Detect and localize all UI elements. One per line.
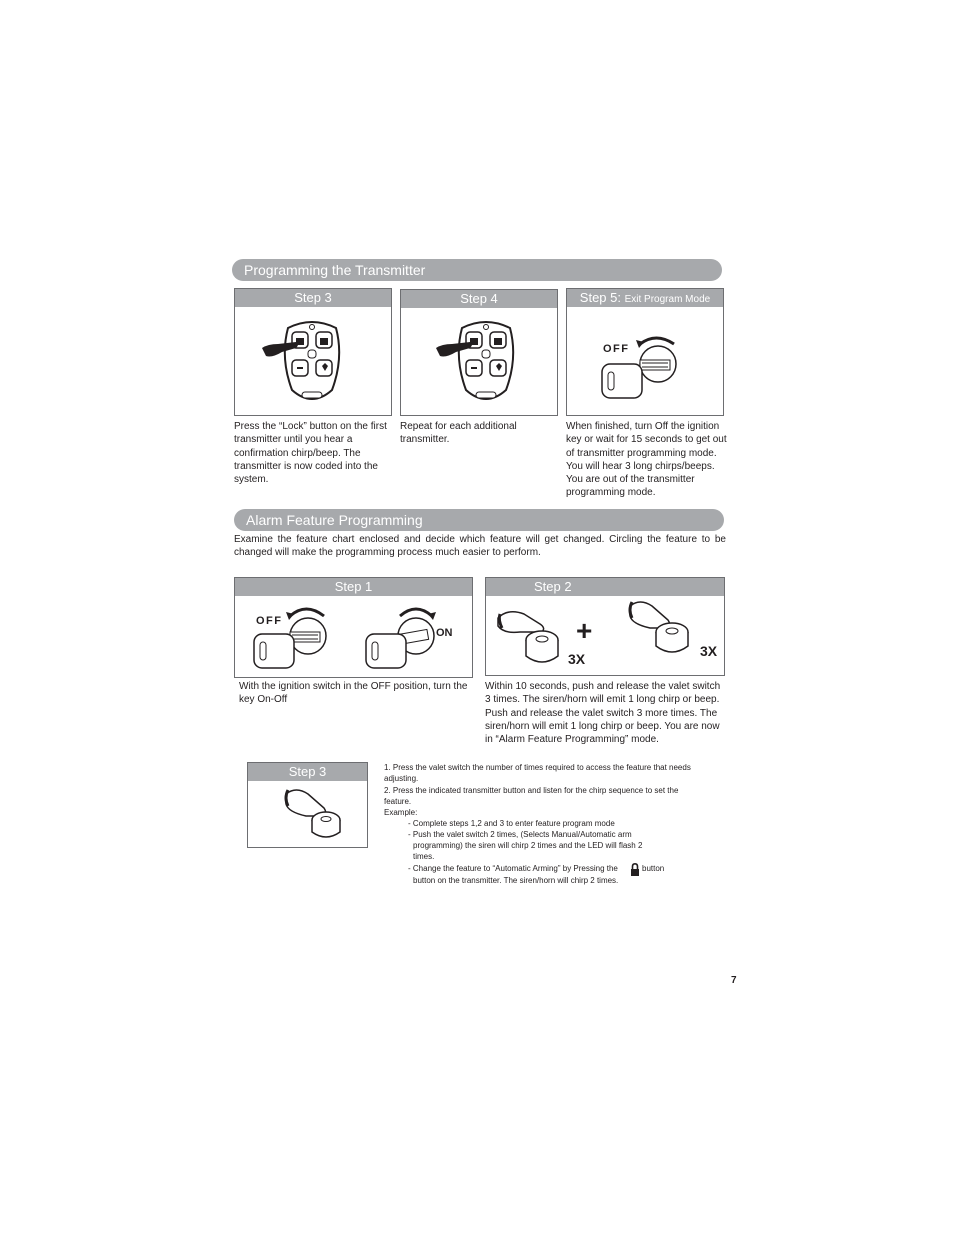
svg-text:3X: 3X — [568, 651, 586, 667]
step1-description: With the ignition switch in the OFF position, turn the key On-Off — [239, 681, 468, 706]
feature-instruction-2: 2. Press the indicated transmitter button and listen for the chirp sequence to set the feature. — [384, 786, 679, 807]
keyfob-press-lock-illustration — [262, 318, 362, 410]
section-header-programming-transmitter: Programming the Transmitter — [232, 259, 722, 281]
example-bullet-3-button-word: button — [642, 864, 665, 873]
svg-text:+: + — [576, 615, 593, 646]
section-header-alarm-feature: Alarm Feature Programming — [234, 509, 724, 531]
step4-description: Repeat for each additional transmitter. — [400, 421, 517, 446]
step2-description: Within 10 seconds, push and release the valet switch 3 times. The siren/horn will emit 1 long chirp or beep. Push and release the valet switch 3 more times. The siren/horn will emit 1 long chirp or beep. You are now in “Alarm Feature Programming” mode. — [485, 681, 721, 746]
step5-header — [567, 289, 723, 307]
step5-label: Step 5: — [579, 290, 621, 305]
example-bullet-2: - Push the valet switch 2 times, (Selects Manual/Automatic arm programming) the siren will chirp 2 times and the LED will flash 2 times. — [408, 830, 643, 862]
step5-sublabel: Exit Program Mode — [624, 294, 711, 305]
example-bullet-3a: - Change the feature to “Automatic Arming” by Pressing the — [408, 864, 618, 873]
ignition-key-off-illustration — [596, 330, 686, 404]
page-number: 7 — [731, 975, 737, 986]
alarm-intro-text: Examine the feature chart enclosed and decide which feature will get changed. Circling the feature to be changed will make the programming process much easier to perform. — [234, 534, 726, 559]
step3-description: Press the “Lock” button on the first transmitter until you hear a confirmation chirp/beep. The transmitter is now coded into the system. — [234, 421, 387, 486]
example-label: Example: — [384, 808, 418, 817]
svg-text:3X: 3X — [700, 643, 718, 659]
valet-switch-step3-illustration — [278, 786, 348, 842]
step3-feature-header: Step 3 — [248, 763, 367, 781]
ignition-key-off-on-illustration — [250, 602, 460, 674]
step5-description: When finished, turn Off the ignition key or wait for 15 seconds to get out of transmitter programming mode. You will hear 3 long chirps/beeps. You are out of the transmitter programming mode. — [566, 421, 727, 499]
example-bullet-3b: button on the transmitter. The siren/horn will chirp 2 times. — [413, 876, 619, 885]
svg-text:OFF: OFF — [603, 343, 630, 355]
svg-text:OFF: OFF — [256, 615, 283, 627]
svg-text:ON: ON — [436, 627, 453, 639]
feature-instruction-1: 1. Press the valet switch the number of times required to access the feature that needs adjusting. — [384, 763, 691, 784]
step3-header: Step 3 — [235, 289, 391, 307]
step1-header: Step 1 — [235, 578, 472, 596]
example-bullet-1: - Complete steps 1,2 and 3 to enter feature program mode — [408, 819, 615, 828]
keyfob-repeat-illustration — [436, 318, 536, 410]
step4-header: Step 4 — [401, 290, 557, 308]
step2-header: Step 2 — [486, 578, 724, 596]
valet-switch-press-illustration — [490, 598, 720, 672]
